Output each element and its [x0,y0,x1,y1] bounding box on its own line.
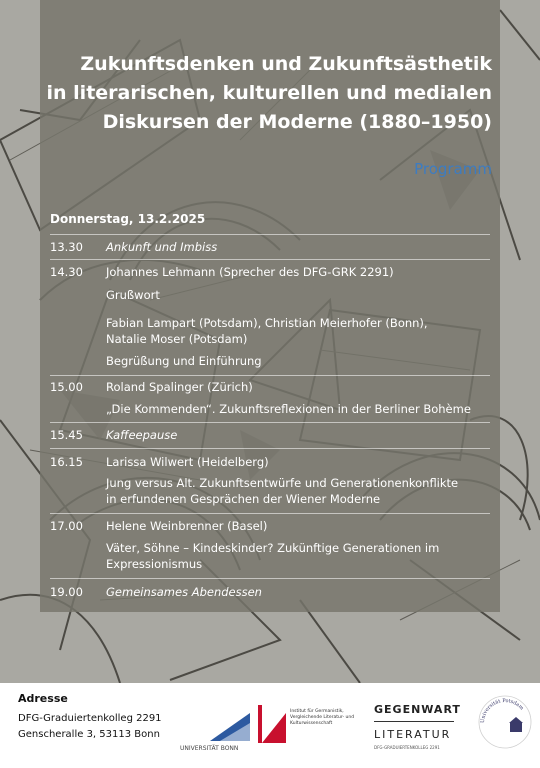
title-line-1: Zukunftsdenken und Zukunftsästhetik [80,53,492,75]
item-talk: Väter, Söhne – Kindeskinder? Zukünftige Generationen im [106,541,440,555]
gegenwart-small-text: DFG-GRADUIERTENKOLLEG 2291 [374,745,440,750]
seal-text: Universität Potsdam [479,697,525,724]
item-title: Kaffeepause [106,428,178,442]
item-time: 13.30 [50,240,83,254]
institut-line-2: Vergleichende Literatur- und [290,715,355,720]
title-line-3: Diskursen der Moderne (1880–1950) [102,111,492,133]
separator [50,513,490,514]
item-time: 16.15 [50,455,83,469]
item-title: Ankunft und Imbiss [106,240,218,254]
institut-logo [258,703,358,753]
item-talk: „Die Kommenden“. Zukunftsreflexionen in der Berliner Bohème [106,402,471,416]
bonn-logo-mark-icon [180,705,250,743]
bonn-logo-text: UNIVERSITÄT BONN [180,745,239,752]
item-talk: Grußwort [106,288,160,302]
separator [50,578,490,579]
item-talk: Expressionismus [106,557,203,571]
item-title: Gemeinsames Abendessen [106,585,262,599]
item-speaker: Natalie Moser (Potsdam) [106,332,248,346]
item-speaker: Roland Spalinger (Zürich) [106,380,253,394]
title-line-2: in literarischen, kulturellen und medialen [46,82,492,104]
item-talk: Jung versus Alt. Zukunftsentwürfe und Generationenkonflikte [106,476,459,490]
logo-divider [374,721,454,722]
footer [0,683,540,768]
literatur-text: LITERATUR [374,728,452,741]
address-line-1: DFG-Graduiertenkolleg 2291 [18,713,162,724]
university-bonn-logo [180,705,250,753]
program-date: Donnerstag, 13.2.2025 [50,212,206,226]
program-subtitle: Programm [414,160,492,178]
gegenwart-text: GEGENWART [374,703,461,716]
item-speaker: Larissa Wilwert (Heidelberg) [106,455,269,469]
item-talk: Begrüßung und Einführung [106,354,262,368]
item-time: 17.00 [50,519,83,533]
institut-line-3: Kulturwissenschaft [290,721,333,726]
item-speaker: Fabian Lampart (Potsdam), Christian Meierhofer (Bonn), [106,316,428,330]
item-speaker: Johannes Lehmann (Sprecher des DFG-GRK 2291) [106,265,394,279]
item-time: 14.30 [50,265,83,279]
item-time: 15.45 [50,428,83,442]
institut-logo-mark-icon [258,703,286,743]
separator [50,234,490,235]
separator [50,448,490,449]
university-potsdam-seal-icon [476,693,534,751]
item-time: 19.00 [50,585,83,599]
item-time: 15.00 [50,380,83,394]
address-label: Adresse [18,692,68,705]
item-speaker: Helene Weinbrenner (Basel) [106,519,268,533]
separator [50,375,490,376]
address-line-2: Genscheralle 3, 53113 Bonn [18,729,160,740]
separator [50,422,490,423]
institut-line-1: Institut für Germanistik, [290,709,344,714]
separator [50,259,490,260]
gegenwart-literatur-logo [374,701,469,753]
item-talk: in erfundenen Gesprächen der Wiener Moderne [106,492,381,506]
event-title [32,50,492,137]
